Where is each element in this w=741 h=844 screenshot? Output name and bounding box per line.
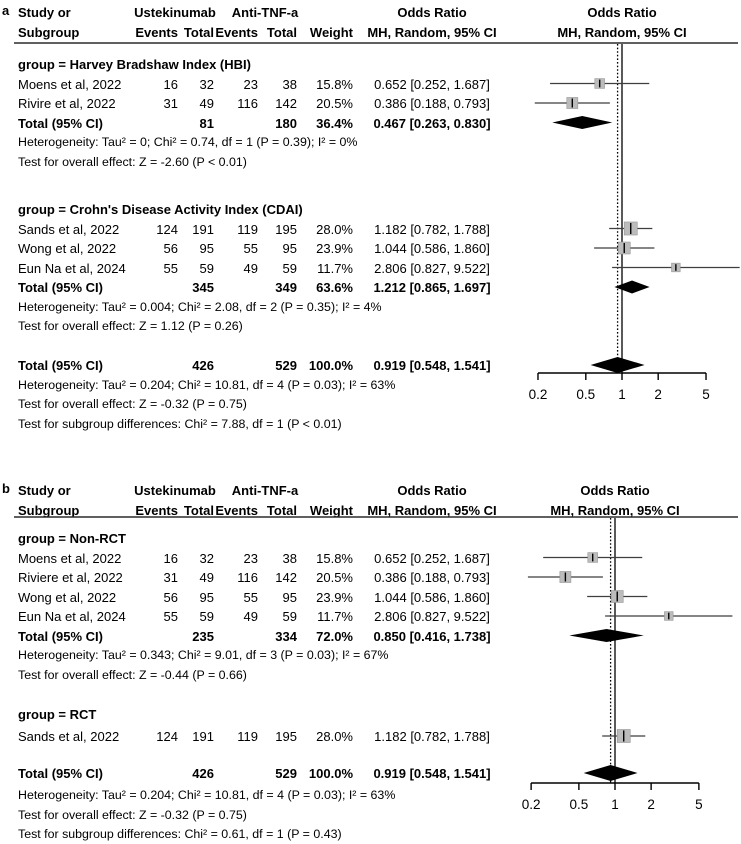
study-row	[0, 75, 510, 94]
cell-e1: 124	[156, 729, 178, 744]
cell-study: Wong et al, 2022	[18, 241, 117, 256]
col-header-total2: Total	[266, 25, 297, 40]
cell-study: Eun Na et al, 2024	[18, 609, 126, 624]
study-row	[0, 727, 510, 746]
stat-text: Test for overall effect: Z = -0.32 (P = 0.75)	[18, 808, 247, 822]
cell-ci: 0.919 [0.548, 1.541]	[373, 358, 491, 373]
stat-text: Heterogeneity: Tau² = 0; Chi² = 0.74, df = 1 (P = 0.39); I² = 0%	[18, 135, 358, 149]
cell-ci: 1.044 [0.586, 1.860]	[374, 241, 490, 256]
stat-text-row	[0, 298, 510, 317]
cell-ci: 0.652 [0.252, 1.687]	[374, 76, 490, 92]
cell-weight: 11.7%	[317, 260, 353, 276]
cell-e2: 119	[237, 221, 258, 237]
cell-t1: 49	[199, 96, 214, 111]
stat-text-row	[0, 666, 510, 685]
cell-ci: 1.182 [0.782, 1.788]	[374, 729, 490, 744]
group-heading-row	[0, 55, 510, 74]
col-header-study-line2: Subgroup	[18, 25, 80, 40]
col-header-study-line2: Subgroup	[18, 503, 80, 518]
summary-row	[0, 356, 510, 375]
weight-square	[672, 263, 681, 272]
cell-e1: 56	[163, 241, 178, 256]
col-header-arm2: Anti-TNF-a	[231, 5, 299, 20]
cell-study: Sands et al, 2022	[18, 729, 120, 744]
stat-text-row	[0, 133, 510, 152]
col-header-or-subtitle: MH, Random, 95% CI	[367, 25, 497, 40]
cell-t2: 95	[282, 241, 297, 256]
cell-e2	[211, 114, 258, 133]
cell-ci: 2.806 [0.827, 9.522]	[374, 609, 490, 624]
x-axis-tick-label: 1	[618, 387, 626, 402]
cell-weight: 15.8%	[316, 76, 353, 92]
study-row	[0, 94, 510, 113]
col-header-total1: Total	[183, 25, 214, 40]
plot-header-or-title: Odds Ratio	[587, 5, 657, 20]
cell-weight: 63.6%	[316, 280, 353, 295]
cell-e2	[211, 278, 258, 297]
weight-square	[611, 591, 623, 603]
cell-study: Riviere et al, 2022	[18, 570, 123, 585]
cell-study: Eun Na et al, 2024	[18, 260, 126, 276]
cell-e2: 23	[243, 76, 258, 92]
cell-study: Moens et al, 2022	[18, 550, 122, 566]
weight-square	[588, 553, 598, 563]
col-header-weight: Weight	[309, 25, 353, 40]
cell-weight: 100.0%	[308, 766, 353, 781]
cell-weight: 28.0%	[316, 729, 353, 744]
cell-t1: 49	[199, 570, 214, 585]
cell-t2: 95	[282, 589, 297, 605]
cell-e1: 31	[163, 96, 178, 111]
cell-study: Rivire et al, 2022	[18, 96, 116, 111]
cell-weight: 23.9%	[316, 241, 353, 256]
weight-square	[560, 571, 571, 582]
group-heading-row	[0, 200, 510, 219]
cell-weight: 100.0%	[308, 358, 353, 373]
stat-text: Test for overall effect: Z = 1.12 (P = 0.26)	[18, 319, 243, 333]
cell-e2: 116	[237, 570, 258, 585]
col-header-study-line1: Study or	[18, 483, 71, 498]
cell-e2: 23	[243, 550, 258, 566]
cell-t1: 95	[199, 241, 214, 256]
plot-header-or-subtitle: MH, Random, 95% CI	[557, 25, 687, 40]
x-axis-tick-label: 0.5	[569, 797, 589, 812]
stat-text-row	[0, 395, 510, 414]
stat-text-row	[0, 825, 510, 844]
cell-ci: 1.212 [0.865, 1.697]	[373, 280, 491, 295]
cell-t1: 426	[192, 358, 214, 373]
cell-t1: 81	[199, 115, 214, 131]
cell-ci: 0.467 [0.263, 0.830]	[373, 115, 491, 131]
cell-t1: 59	[199, 260, 214, 276]
cell-e1: 56	[163, 589, 178, 605]
stat-text: Heterogeneity: Tau² = 0.204; Chi² = 10.81, df = 4 (P = 0.03); I² = 63%	[18, 377, 396, 392]
x-axis-tick-label: 0.2	[528, 387, 548, 402]
summary-row	[0, 114, 510, 133]
cell-t1: 345	[192, 280, 214, 295]
stat-text: Test for overall effect: Z = -2.60 (P < 0.01)	[18, 154, 247, 169]
summary-diamond	[552, 116, 612, 129]
cell-study: Total (95% CI)	[18, 280, 103, 295]
study-row	[0, 588, 510, 607]
cell-t1: 235	[192, 628, 214, 644]
cell-t2: 529	[275, 766, 297, 781]
col-header-arm1: Ustekinumab	[134, 483, 216, 498]
cell-study: Total (95% CI)	[18, 766, 103, 781]
stat-text-row	[0, 786, 510, 805]
stat-text: Heterogeneity: Tau² = 0.204; Chi² = 10.81, df = 4 (P = 0.03); I² = 63%	[18, 788, 396, 802]
cell-t2: 142	[275, 96, 297, 111]
cell-t2: 349	[275, 280, 297, 295]
cell-study: Total (95% CI)	[18, 628, 103, 644]
col-header-arm1: Ustekinumab	[134, 5, 216, 20]
stat-text: Heterogeneity: Tau² = 0.343; Chi² = 9.01, df = 3 (P = 0.03); I² = 67%	[18, 648, 389, 662]
group-heading: group = RCT	[18, 707, 97, 722]
group-heading: group = Non-RCT	[18, 531, 126, 546]
col-header-study-line1: Study or	[18, 5, 71, 20]
col-header-events2: Events	[215, 25, 258, 40]
stat-text-row	[0, 317, 510, 336]
cell-ci: 0.386 [0.188, 0.793]	[374, 570, 490, 585]
summary-row	[0, 278, 510, 297]
x-axis-tick-label: 0.2	[521, 797, 541, 812]
x-axis-tick-label: 1	[611, 797, 619, 812]
x-axis-tick-label: 2	[647, 797, 655, 812]
cell-ci: 0.919 [0.548, 1.541]	[373, 766, 491, 781]
summary-diamond	[591, 357, 645, 373]
stat-text-row	[0, 415, 510, 434]
panel-b-label: b	[2, 481, 10, 496]
col-header-total1: Total	[183, 503, 214, 518]
study-row	[0, 549, 510, 568]
x-axis-tick-label: 5	[695, 797, 703, 812]
cell-t1: 32	[199, 76, 214, 92]
study-row	[0, 568, 510, 587]
group-heading: group = Harvey Bradshaw Index (HBI)	[18, 57, 251, 72]
cell-t2: 529	[275, 358, 297, 373]
cell-e2: 55	[243, 241, 258, 256]
col-header-events1: Events	[135, 25, 178, 40]
plot-header-or-title: Odds Ratio	[580, 483, 650, 498]
cell-weight: 28.0%	[316, 221, 353, 237]
cell-e1: 55	[163, 609, 178, 624]
study-row	[0, 259, 510, 278]
cell-t1: 426	[192, 766, 214, 781]
cell-ci: 0.386 [0.188, 0.793]	[374, 96, 490, 111]
cell-ci: 0.652 [0.252, 1.687]	[374, 550, 490, 566]
group-heading-row	[0, 705, 510, 724]
col-header-events1: Events	[135, 503, 178, 518]
weight-square	[618, 242, 630, 254]
cell-ci: 2.806 [0.827, 9.522]	[374, 260, 490, 276]
cell-weight: 72.0%	[316, 628, 353, 644]
x-axis-tick-label: 2	[654, 387, 662, 402]
summary-diamond	[614, 281, 649, 294]
weight-square	[664, 612, 673, 621]
stat-text: Test for overall effect: Z = -0.32 (P = 0.75)	[18, 397, 247, 411]
summary-row	[0, 627, 510, 646]
stat-text: Test for subgroup differences: Chi² = 0.61, df = 1 (P = 0.43)	[18, 827, 342, 841]
cell-weight: 36.4%	[316, 115, 353, 131]
cell-e2: 116	[237, 96, 258, 111]
cell-t2: 59	[282, 609, 297, 624]
cell-study: Total (95% CI)	[18, 115, 103, 131]
cell-weight: 15.8%	[316, 550, 353, 566]
cell-e1: 124	[156, 221, 178, 237]
stat-text-row	[0, 646, 510, 665]
cell-t2: 142	[275, 570, 297, 585]
cell-t1: 32	[199, 550, 214, 566]
cell-weight: 20.5%	[316, 96, 353, 111]
study-row	[0, 607, 510, 626]
weight-square	[595, 79, 605, 89]
cell-e1: 31	[163, 570, 178, 585]
col-header-total2: Total	[266, 503, 297, 518]
panel-a-label: a	[2, 3, 10, 18]
cell-study: Wong et al, 2022	[18, 589, 117, 605]
cell-e2	[211, 627, 258, 646]
stat-text-row	[0, 376, 510, 395]
stat-text: Test for subgroup differences: Chi² = 7.88, df = 1 (P < 0.01)	[18, 416, 342, 431]
cell-e1: 16	[163, 550, 178, 566]
cell-t2: 59	[282, 260, 297, 276]
cell-t2: 38	[282, 76, 297, 92]
cell-e1: 16	[163, 76, 178, 92]
cell-e2: 119	[237, 729, 258, 744]
cell-t2: 195	[275, 221, 297, 237]
stat-text: Heterogeneity: Tau² = 0.004; Chi² = 2.08, df = 2 (P = 0.35); I² = 4%	[18, 299, 382, 314]
cell-t1: 59	[199, 609, 214, 624]
cell-e2	[211, 356, 258, 375]
cell-ci: 1.044 [0.586, 1.860]	[374, 589, 490, 605]
summary-diamond	[569, 629, 644, 642]
cell-t1: 191	[192, 729, 214, 744]
cell-ci: 1.182 [0.782, 1.788]	[374, 221, 490, 237]
cell-study: Total (95% CI)	[18, 358, 103, 373]
cell-ci: 0.850 [0.416, 1.738]	[373, 628, 491, 644]
cell-t2: 38	[282, 550, 297, 566]
x-axis-tick-label: 0.5	[576, 387, 596, 402]
cell-t2: 195	[275, 729, 297, 744]
study-row	[0, 220, 510, 239]
summary-row	[0, 764, 510, 783]
col-header-or-title: Odds Ratio	[397, 483, 467, 498]
stat-text: Test for overall effect: Z = -0.44 (P = 0.66)	[18, 667, 247, 682]
study-row	[0, 239, 510, 258]
cell-e1: 55	[163, 260, 178, 276]
summary-diamond	[584, 765, 638, 781]
weight-square	[567, 97, 578, 108]
cell-t1: 95	[199, 589, 214, 605]
col-header-or-subtitle: MH, Random, 95% CI	[367, 503, 497, 518]
stat-text-row	[0, 806, 510, 825]
cell-e2	[211, 764, 258, 783]
col-header-or-title: Odds Ratio	[397, 5, 467, 20]
col-header-events2: Events	[215, 503, 258, 518]
cell-t2: 180	[275, 115, 297, 131]
cell-e2: 55	[243, 589, 258, 605]
cell-weight: 20.5%	[316, 570, 353, 585]
cell-weight: 23.9%	[316, 589, 353, 605]
cell-study: Sands et al, 2022	[18, 221, 120, 237]
stat-text-row	[0, 153, 510, 172]
col-header-weight: Weight	[309, 503, 353, 518]
group-heading: group = Crohn's Disease Activity Index (CDAI)	[18, 202, 303, 217]
plot-header-or-subtitle: MH, Random, 95% CI	[550, 503, 680, 518]
cell-e2: 49	[243, 260, 258, 276]
cell-weight: 11.7%	[317, 609, 353, 624]
cell-study: Moens et al, 2022	[18, 76, 122, 92]
weight-square	[617, 729, 630, 742]
cell-t2: 334	[275, 628, 297, 644]
cell-t1: 191	[192, 221, 214, 237]
col-header-arm2: Anti-TNF-a	[231, 483, 299, 498]
group-heading-row	[0, 529, 510, 548]
weight-square	[624, 222, 637, 235]
x-axis-tick-label: 5	[702, 387, 710, 402]
cell-e2: 49	[243, 609, 258, 624]
